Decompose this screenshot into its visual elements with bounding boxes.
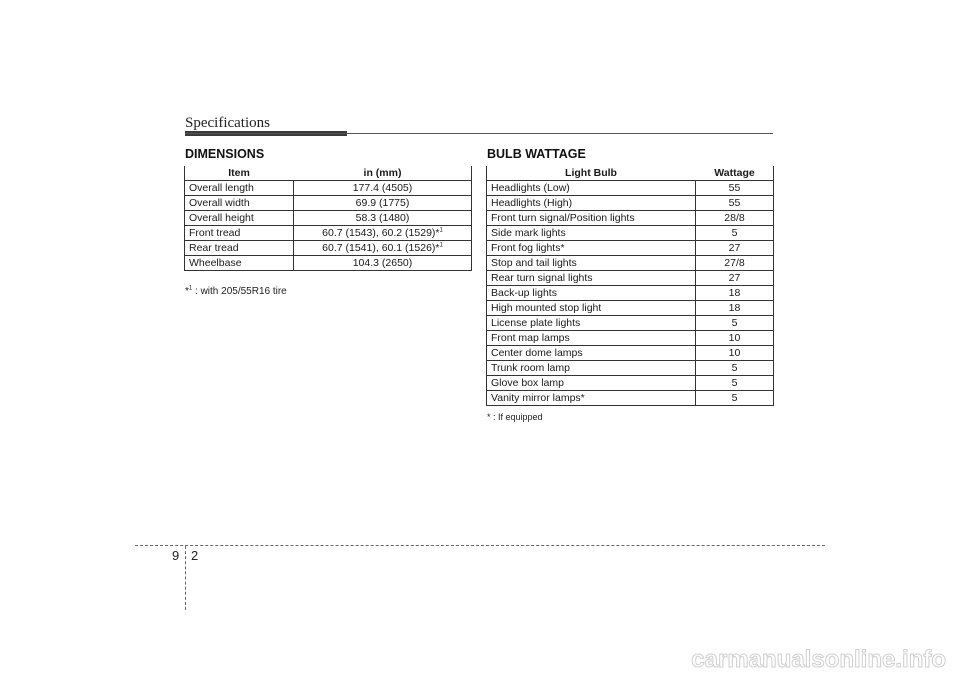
table-row: [487, 226, 774, 241]
footnote-text: : with 205/55R16 tire: [192, 286, 287, 297]
bulb-wattage-value: 10: [696, 346, 774, 361]
bulb-item: Front map lamps: [487, 331, 696, 346]
dimension-value: [294, 226, 472, 241]
bulb-item: Trunk room lamp: [487, 361, 696, 376]
bulb-wattage-value: 18: [696, 286, 774, 301]
bulb-wattage-title: BULB WATTAGE: [487, 147, 586, 161]
table-row: [487, 346, 774, 361]
table-row: [487, 361, 774, 376]
bulb-wattage-value: 55: [696, 196, 774, 211]
bulb-item: Glove box lamp: [487, 376, 696, 391]
bulb-wattage-value: 27: [696, 271, 774, 286]
bulb-wattage-value: 27/8: [696, 256, 774, 271]
dimension-item: Front tread: [185, 226, 294, 241]
watermark-text: carmanualsonline.info: [691, 646, 946, 673]
bulb-wattage-value: 55: [696, 181, 774, 196]
dimension-value: [294, 196, 472, 211]
header-rule: [185, 133, 773, 134]
bulb-item: Headlights (High): [487, 196, 696, 211]
dimension-value-text: 177.4 (4505): [352, 182, 413, 194]
dimension-footnote-mark: 1: [439, 227, 443, 234]
bulb-item: Center dome lamps: [487, 346, 696, 361]
table-row: [487, 181, 774, 196]
table-row: [185, 226, 472, 241]
footnote-mark: 1: [188, 285, 193, 292]
dimensions-header-item: Item: [185, 166, 294, 181]
bulb-header-value: Wattage: [696, 166, 774, 181]
bulb-item: Vanity mirror lamps*: [487, 391, 696, 406]
table-row: [487, 286, 774, 301]
table-row: [487, 316, 774, 331]
dimension-value: [294, 211, 472, 226]
dimension-value: [294, 241, 472, 256]
table-row: [185, 196, 472, 211]
dimension-value-text: 60.7 (1541), 60.1 (1526)*: [322, 242, 440, 254]
dimensions-header-row: [185, 166, 472, 181]
chapter-number: 9: [172, 548, 180, 563]
bulb-header-item: Light Bulb: [487, 166, 696, 181]
table-row: [487, 196, 774, 211]
page-header-title: Specifications: [185, 115, 270, 131]
bulb-item: License plate lights: [487, 316, 696, 331]
dimension-value-text: 58.3 (1480): [355, 212, 410, 224]
table-row: [185, 241, 472, 256]
bulb-item: Stop and tail lights: [487, 256, 696, 271]
footer-dashed-rule: [135, 545, 825, 546]
dimension-value-text: 104.3 (2650): [352, 257, 413, 269]
table-row: [487, 301, 774, 316]
bulb-wattage-value: 5: [696, 316, 774, 331]
bulb-item: Headlights (Low): [487, 181, 696, 196]
bulb-item: Back-up lights: [487, 286, 696, 301]
bulb-item: High mounted stop light: [487, 301, 696, 316]
bulb-wattage-value: 5: [696, 226, 774, 241]
dimension-item: Wheelbase: [185, 256, 294, 271]
table-row: [487, 331, 774, 346]
bulb-wattage-value: 27: [696, 241, 774, 256]
bulb-wattage-value: 5: [696, 391, 774, 406]
bulb-wattage-table: [486, 166, 774, 406]
table-row: [487, 241, 774, 256]
table-row: [185, 181, 472, 196]
bulb-wattage-value: 10: [696, 331, 774, 346]
dimension-item: Overall height: [185, 211, 294, 226]
bulb-wattage-value: 5: [696, 361, 774, 376]
bulb-footnote: * : If equipped: [487, 412, 543, 422]
dimension-value: [294, 181, 472, 196]
table-row: [487, 391, 774, 406]
dimension-item: Overall width: [185, 196, 294, 211]
footer-dashed-divider: [185, 546, 186, 610]
bulb-item: Side mark lights: [487, 226, 696, 241]
table-row: [185, 256, 472, 271]
bulb-item: Front turn signal/Position lights: [487, 211, 696, 226]
table-row: [487, 256, 774, 271]
page-number: 2: [191, 548, 199, 563]
dimension-footnote-mark: 1: [439, 242, 443, 249]
dimension-value-text: 69.9 (1775): [355, 197, 410, 209]
table-row: [487, 211, 774, 226]
watermark-logo: [656, 645, 946, 673]
dimension-item: Overall length: [185, 181, 294, 196]
bulb-header-row: [487, 166, 774, 181]
footnote-asterisk: *: [185, 286, 189, 297]
dimension-value-text: 60.7 (1543), 60.2 (1529)*: [322, 227, 440, 239]
bulb-wattage-value: 5: [696, 376, 774, 391]
table-row: [487, 271, 774, 286]
bulb-item: Rear turn signal lights: [487, 271, 696, 286]
bulb-wattage-value: 18: [696, 301, 774, 316]
dimensions-title: DIMENSIONS: [185, 147, 265, 161]
table-row: [185, 211, 472, 226]
table-row: [487, 376, 774, 391]
bulb-item: Front fog lights*: [487, 241, 696, 256]
dimension-item: Rear tread: [185, 241, 294, 256]
dimensions-footnote: [185, 286, 287, 297]
dimensions-table: [184, 166, 472, 271]
dimensions-header-value: in (mm): [294, 166, 472, 181]
dimension-value: [294, 256, 472, 271]
bulb-wattage-value: 28/8: [696, 211, 774, 226]
